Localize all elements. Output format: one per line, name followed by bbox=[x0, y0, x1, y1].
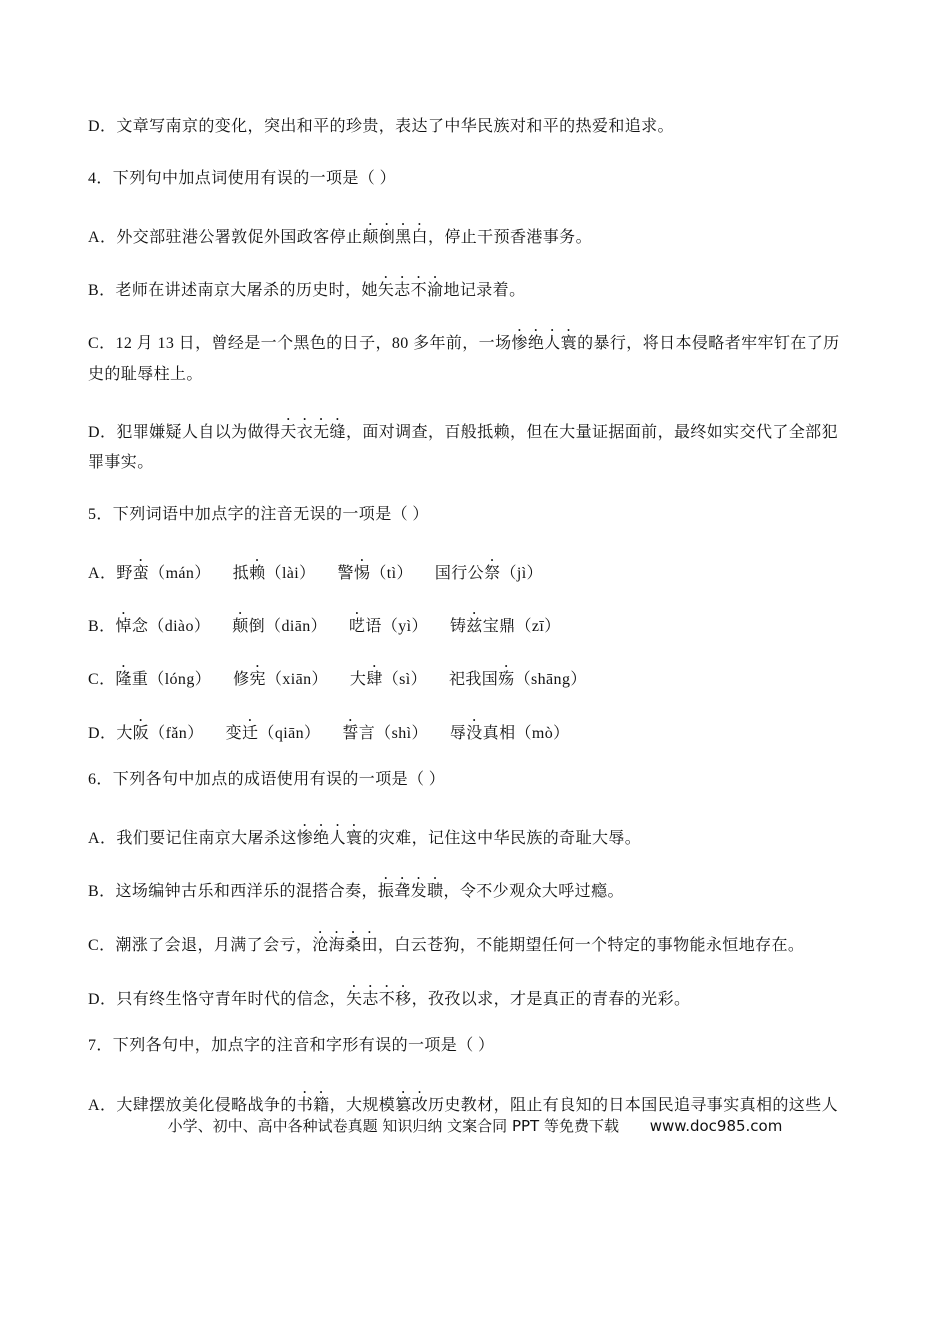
text-segment: ，停止干预香港事务。 bbox=[427, 229, 592, 246]
text-segment: 4．下列句中加点词使用有误的一项是（ ） bbox=[88, 170, 397, 187]
text-segment: ，令不少观众大呼过瘾。 bbox=[443, 883, 624, 900]
text-segment: ，白云苍狗，不能期望任何一个特定的事物能永恒地存在。 bbox=[377, 937, 805, 954]
text-segment: 7．下列各句中，加点字的注音和字形有误的一项是（ ） bbox=[88, 1037, 495, 1054]
text-segment: （qiān） bbox=[258, 725, 321, 742]
text-segment: 大 bbox=[349, 671, 367, 688]
text-segment: D．大 bbox=[88, 725, 133, 742]
text-segment: （mán） bbox=[149, 565, 211, 582]
text-segment: A．大肆摆放美化侵略战争的 bbox=[88, 1097, 297, 1114]
text-segment: （jì） bbox=[500, 565, 543, 582]
text-line bbox=[88, 662, 587, 691]
text-segment: B．这场编钟古乐和西洋乐的混搭合奏， bbox=[88, 883, 378, 900]
text-segment: 变 bbox=[225, 725, 243, 742]
text-line bbox=[88, 168, 396, 190]
emphasized-text: 祭 bbox=[484, 565, 501, 582]
text-segment: 言（shì） bbox=[358, 725, 428, 742]
text-line bbox=[88, 716, 570, 745]
text-segment: 抵 bbox=[232, 565, 250, 582]
text-line bbox=[88, 116, 674, 138]
text-segment: 历史教材，阻止有良知的日本国民追寻事实真相的这些人 bbox=[428, 1097, 839, 1114]
emphasized-text: 阪 bbox=[132, 725, 150, 742]
text-segment: 祀我国 bbox=[449, 671, 499, 688]
text-segment: 5．下列词语中加点字的注音无误的一项是（ ） bbox=[88, 506, 429, 523]
text-segment: 警 bbox=[337, 565, 354, 582]
emphasized-text: 矢志不渝 bbox=[377, 282, 444, 299]
emphasized-text: 迁 bbox=[242, 725, 259, 742]
emphasized-text: 呓 bbox=[349, 618, 366, 635]
text-segment: （shāng） bbox=[514, 671, 587, 688]
text-line bbox=[88, 364, 203, 386]
text-segment: 国行公 bbox=[434, 565, 485, 582]
emphasized-text: 矢志不移 bbox=[345, 991, 412, 1008]
text-segment: 语（yì） bbox=[365, 618, 428, 635]
text-line bbox=[88, 821, 641, 850]
text-segment: 6．下列各句中加点的成语使用有误的一项是（ ） bbox=[88, 771, 446, 788]
text-segment: 重（lóng） bbox=[131, 671, 212, 688]
emphasized-text: 兹 bbox=[466, 618, 483, 635]
text-segment: B． bbox=[88, 618, 116, 635]
text-segment: 修 bbox=[233, 671, 250, 688]
emphasized-text: 殇 bbox=[498, 671, 515, 688]
text-segment: 的灾难，记住这中华民族的奇耻大辱。 bbox=[362, 830, 642, 847]
text-line bbox=[88, 769, 445, 791]
footer bbox=[0, 1115, 950, 1136]
text-segment: （fǎn） bbox=[149, 725, 204, 742]
emphasized-text: 沧海桑田 bbox=[312, 937, 378, 954]
text-line bbox=[88, 609, 561, 638]
text-segment: D．犯罪嫌疑人自以为做得 bbox=[88, 424, 281, 441]
emphasized-text: 蛮 bbox=[132, 565, 150, 582]
text-segment: A．我们要记住南京大屠杀这 bbox=[88, 830, 297, 847]
text-segment: ，孜孜以求，才是真正的青春的光彩。 bbox=[411, 991, 691, 1008]
text-line bbox=[88, 982, 690, 1011]
text-line bbox=[88, 452, 154, 474]
emphasized-text: 隆 bbox=[115, 671, 132, 688]
text-line bbox=[88, 504, 429, 526]
text-segment: 辱 bbox=[449, 725, 467, 742]
emphasized-text: 誓 bbox=[342, 725, 359, 742]
text-segment: 的暴行，将日本侵略者牢牢钉在了历 bbox=[577, 335, 840, 352]
text-line bbox=[88, 874, 624, 903]
emphasized-text: 惕 bbox=[353, 565, 371, 582]
text-segment: 史的耻辱柱上。 bbox=[88, 366, 203, 383]
text-segment: 宝鼎（zī） bbox=[482, 618, 561, 635]
emphasized-text: 天衣无缝 bbox=[280, 424, 346, 441]
footer-url[interactable]: www.doc985.com bbox=[649, 1117, 783, 1135]
text-segment: D．只有终生恪守青年时代的信念， bbox=[88, 991, 346, 1008]
text-line bbox=[88, 415, 838, 444]
text-segment: A．外交部驻港公署敦促外国政客停止 bbox=[88, 229, 363, 246]
emphasized-text: 惨绝人寰 bbox=[511, 335, 578, 352]
text-segment: 地记录着。 bbox=[443, 282, 526, 299]
text-segment: 倒（diān） bbox=[248, 618, 328, 635]
text-line bbox=[88, 556, 543, 585]
text-segment: ，面对调查，百般抵赖，但在大量证据面前，最终如实交代了全部犯 bbox=[345, 424, 838, 441]
emphasized-text: 振聋发聩 bbox=[377, 883, 444, 900]
text-segment: 念（diào） bbox=[131, 618, 211, 635]
text-line bbox=[88, 326, 840, 355]
text-segment: C． bbox=[88, 671, 116, 688]
emphasized-text: 宪 bbox=[249, 671, 266, 688]
text-segment: A．野 bbox=[88, 565, 133, 582]
text-segment: ，大规模 bbox=[329, 1097, 396, 1114]
emphasized-text: 惨绝人寰 bbox=[296, 830, 363, 847]
text-segment: （xiān） bbox=[265, 671, 328, 688]
text-segment: 真相（mò） bbox=[482, 725, 570, 742]
emphasized-text: 篡改 bbox=[395, 1097, 428, 1114]
text-segment: B．老师在讲述南京大屠杀的历史时，她 bbox=[88, 282, 378, 299]
text-segment: D．文章写南京的变化，突出和平的珍贵，表达了中华民族对和平的热爱和追求。 bbox=[88, 118, 674, 135]
text-segment: （sì） bbox=[382, 671, 427, 688]
emphasized-text: 书籍 bbox=[296, 1097, 330, 1114]
text-segment: 罪事实。 bbox=[88, 454, 154, 471]
text-segment: 铸 bbox=[449, 618, 467, 635]
emphasized-text: 颠倒黑白 bbox=[362, 229, 428, 246]
text-segment: C．潮涨了会退，月满了会亏， bbox=[88, 937, 313, 954]
emphasized-text: 没 bbox=[466, 725, 483, 742]
emphasized-text: 赖 bbox=[249, 565, 266, 582]
text-line bbox=[88, 220, 592, 249]
emphasized-text: 颠 bbox=[232, 618, 249, 635]
footer-text: 小学、初中、高中各种试卷真题 知识归纳 文案合同 PPT 等免费下载 bbox=[167, 1117, 619, 1135]
emphasized-text: 肆 bbox=[366, 671, 383, 688]
text-line bbox=[88, 1088, 838, 1117]
text-line bbox=[88, 1035, 494, 1057]
text-segment: （lài） bbox=[265, 565, 316, 582]
text-segment: （tì） bbox=[370, 565, 413, 582]
text-line bbox=[88, 273, 526, 302]
emphasized-text: 悼 bbox=[115, 618, 132, 635]
text-line bbox=[88, 928, 804, 957]
text-segment: C．12 月 13 日，曾经是一个黑色的日子，80 多年前，一场 bbox=[88, 335, 512, 352]
